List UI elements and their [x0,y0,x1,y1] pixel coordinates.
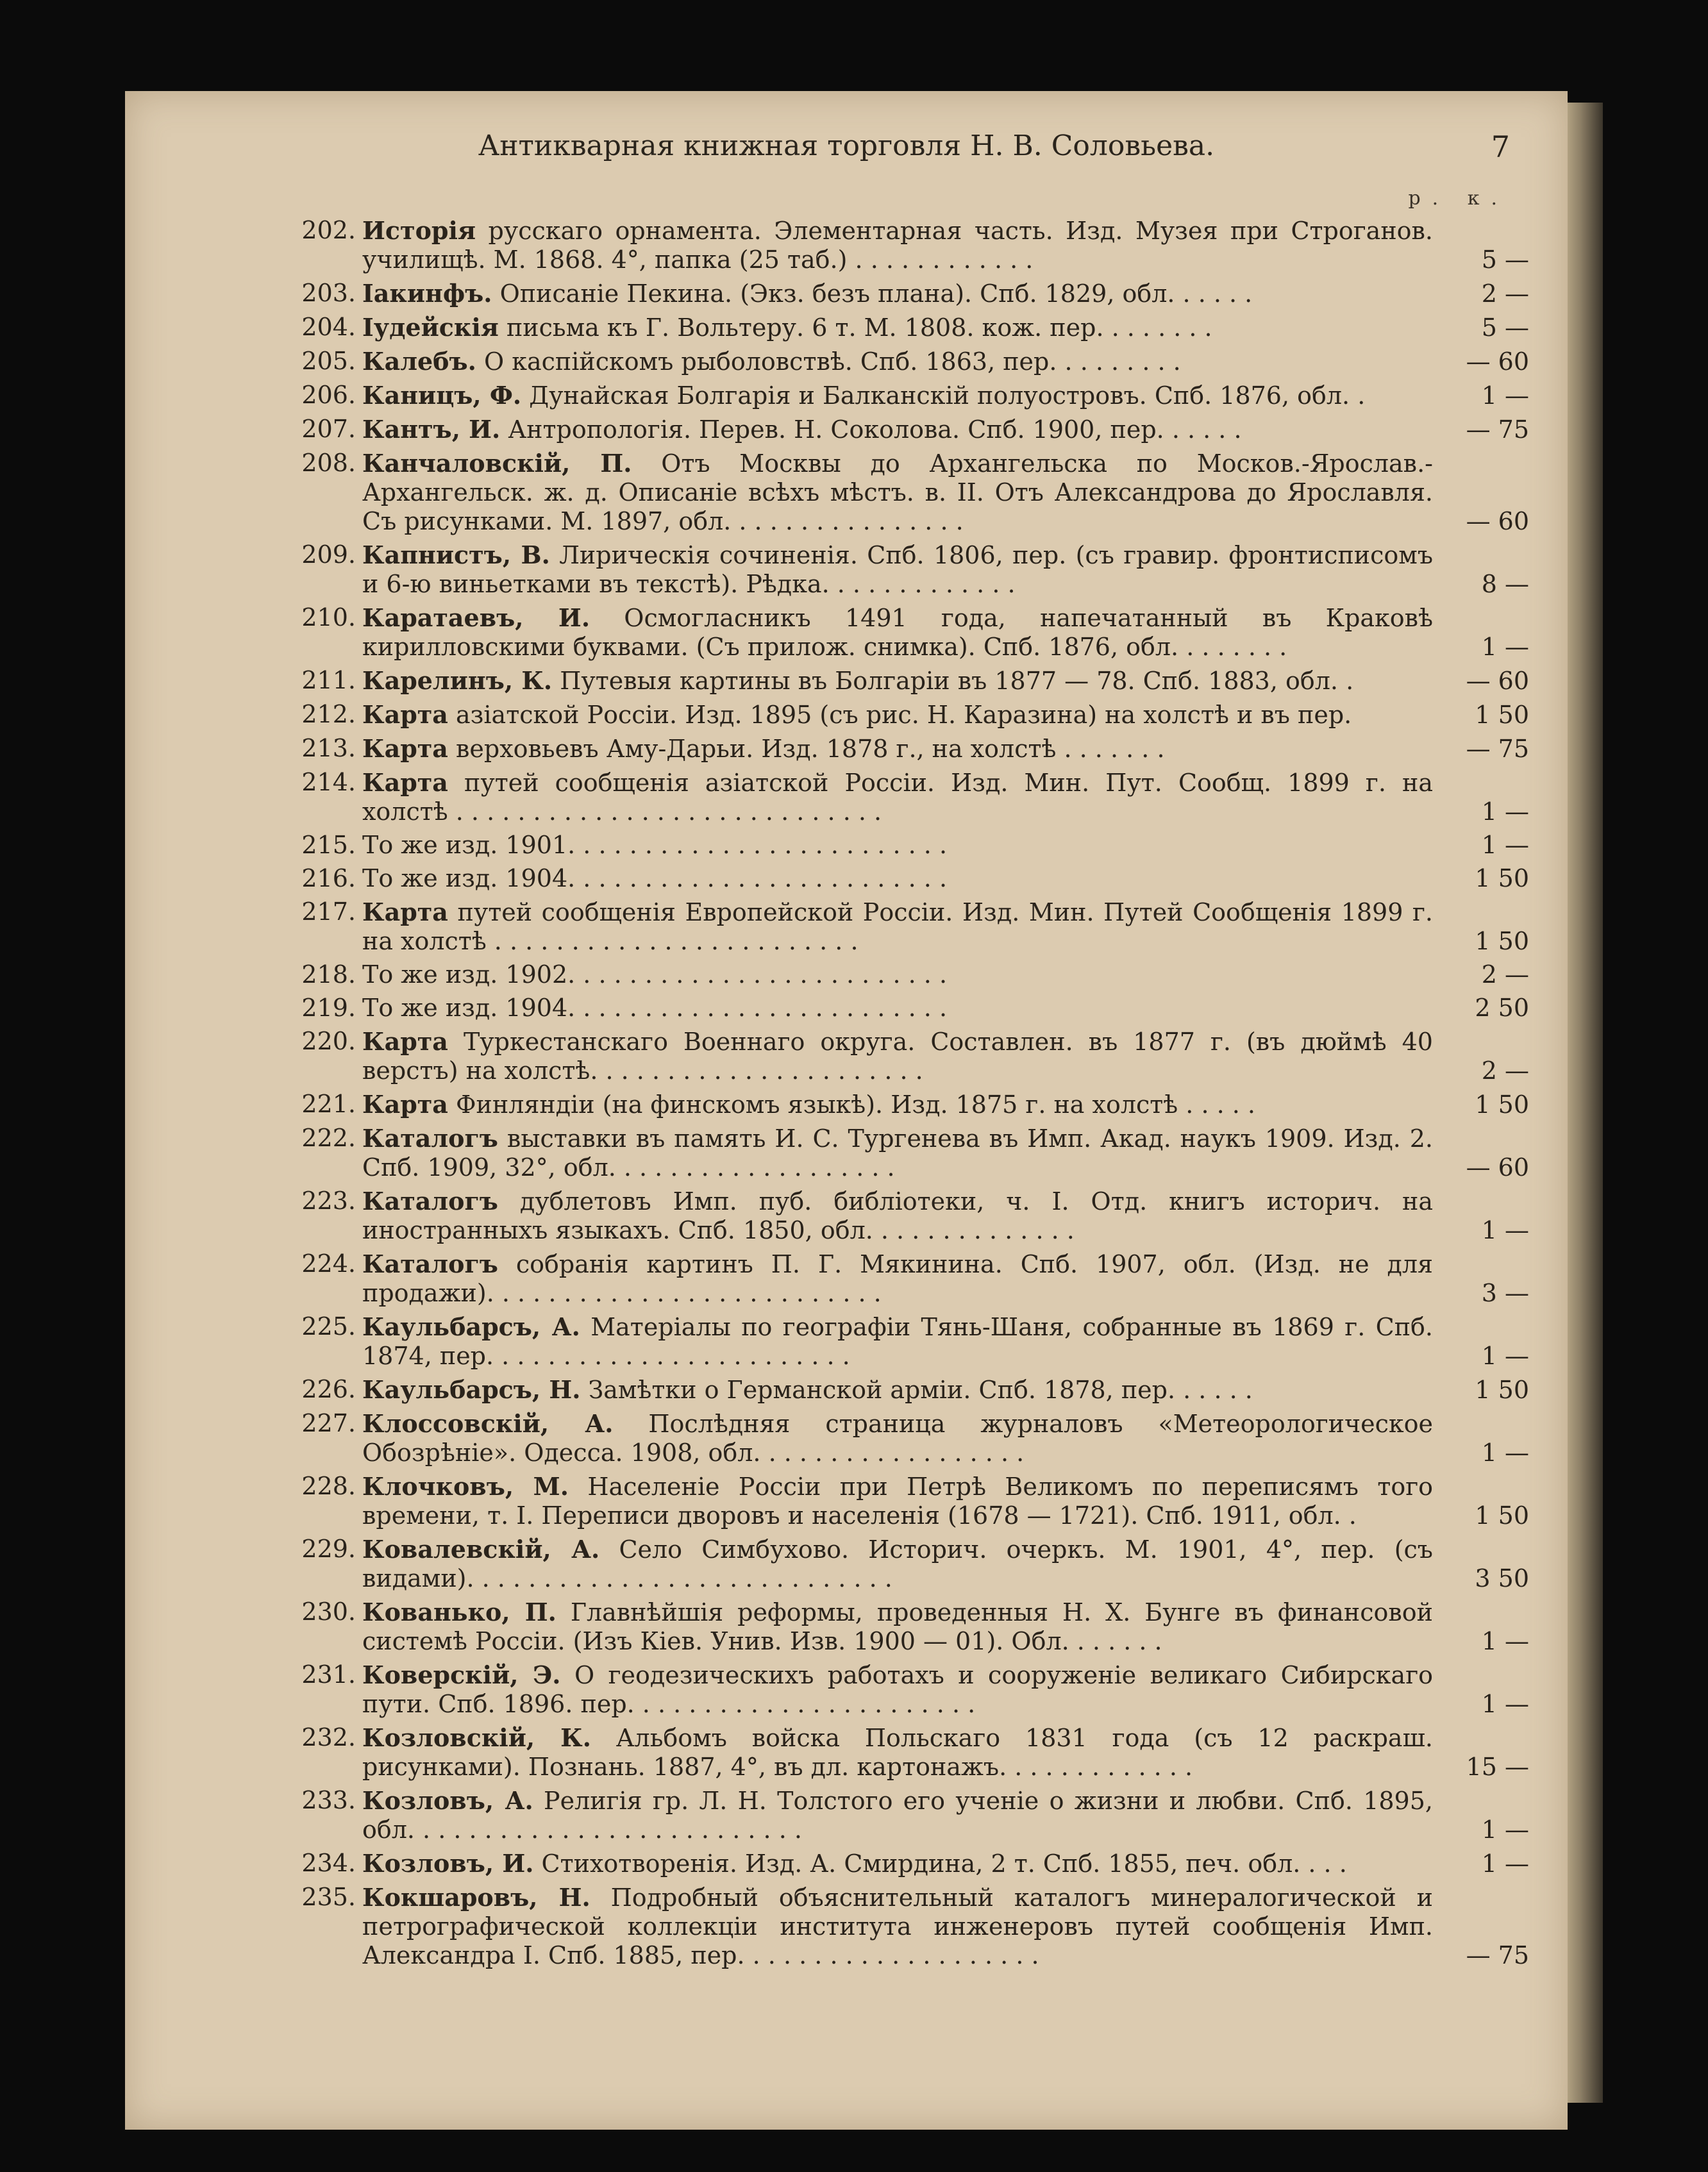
entry-description: Населеніе Россіи при Петрѣ Великомъ по переписямъ того времени, т. I. Переписи дворовъ и населенія (1678 — 1721). Спб. 1911, обл. . [362,1473,1433,1530]
entry-text [362,1660,1433,1719]
entry-number: 216. [301,864,356,892]
entry-description: О каспійскомъ рыболовствѣ. Спб. 1863, пер. . . . . . . . . [476,347,1181,376]
entry-price: — 75 [1466,415,1529,444]
entry-author: Каульбарсъ, Н. [362,1375,581,1404]
entry-price: 1 — [1481,831,1529,859]
entry-author: Кокшаровъ, Н. [362,1883,590,1912]
entry-price: 2 — [1481,280,1529,308]
entry-price: — 75 [1466,1941,1529,1969]
catalog-page [125,91,1568,2130]
entry-number: 232. [301,1723,356,1751]
catalog-entry [125,1598,1568,1656]
entry-number: 233. [301,1786,356,1814]
entry-number: 224. [301,1249,356,1278]
catalog-entry [125,1883,1568,1970]
catalog-entry [125,1375,1568,1405]
entry-author: Кантъ, И. [362,415,501,444]
running-title: Антикварная книжная торговля Н. В. Соловьева. [478,129,1215,162]
entry-price: 15 — [1466,1753,1529,1781]
entry-number: 204. [301,313,356,341]
entry-description: Главнѣйшія реформы, проведенныя Н. Х. Бунге въ финансовой системѣ Россіи. (Изъ Кіев. Унив. Изв. 1900 — 01). Обл. . . . . . . [362,1598,1434,1655]
entry-description: То же изд. 1901. . . . . . . . . . . . . . . . . . . . . . . . . [362,831,948,859]
entry-text [362,768,1433,826]
entry-text [362,1849,1433,1878]
catalog-entry [125,1786,1568,1844]
entry-number: 210. [301,603,356,631]
entry-author: Каульбарсъ, А. [362,1312,580,1341]
entry-price: 5 — [1481,313,1529,342]
entry-text [362,1723,1433,1782]
entry-number: 228. [301,1472,356,1500]
entry-author: Клоссовскій, А. [362,1409,614,1438]
entry-description: Описаніе Пекина. (Экз. безъ плана). Спб. 1829, обл. . . . . . [492,280,1253,308]
catalog-entry [125,1124,1568,1182]
entry-text [362,279,1433,308]
entry-description: Замѣтки о Германской арміи. Спб. 1878, пер. . . . . . [580,1376,1253,1404]
entry-price: 1 50 [1475,927,1529,955]
entry-number: 221. [301,1090,356,1118]
catalog-entry [125,279,1568,308]
catalog-entry [125,864,1568,893]
entry-number: 202. [301,216,356,244]
entry-author: Каратаевъ, И. [362,603,590,632]
entry-number: 208. [301,449,356,477]
entry-number: 218. [301,960,356,989]
entry-author: Карта [362,898,448,926]
catalog-entry [125,666,1568,696]
entry-description: Подробный объяснительный каталогъ минералогической и петрографической коллекціи института инженеровъ путей сообщенія Имп. Александра I. Спб. 1885, пер. . . . . . . . . . . . . . . . . . . . [362,1884,1433,1969]
entry-author: Исторія [362,216,476,245]
catalog-entry [125,1472,1568,1530]
entry-description: дублетовъ Имп. пуб. библіотеки, ч. I. Отд. книгъ историч. на иностранныхъ языкахъ. Спб. 1850, обл. . . . . . . . . . . . . . [362,1187,1433,1244]
catalog-entry [125,1849,1568,1878]
entry-text [362,734,1433,764]
entry-author: Капнистъ, В. [362,540,550,569]
entry-number: 203. [301,279,356,307]
catalog-entry [125,734,1568,764]
entry-price: — 60 [1466,1153,1529,1182]
entry-text [362,1472,1433,1530]
entry-text [362,603,1433,662]
entry-text [362,994,1433,1023]
entry-author: Карта [362,1090,448,1119]
entry-author: Коверскій, Э. [362,1660,561,1689]
catalog-entry [125,347,1568,376]
entry-price: 1 — [1481,1627,1529,1655]
entry-number: 207. [301,415,356,443]
entry-author: Карелинъ, К. [362,666,553,695]
entry-text [362,864,1433,893]
catalog-entry [125,1249,1568,1308]
entry-description: Матеріалы по географіи Тянь-Шаня, собранные въ 1869 г. Спб. 1874, пер. . . . . . . . . . . . . . . . . . . . . . . . [362,1313,1434,1370]
entry-description: путей сообщенія Европейской Россіи. Изд. Мин. Путей Сообщенія 1899 г. на холстѣ . . . . . . . . . . . . . . . . . . . . . . . . [362,898,1433,955]
entry-number: 213. [301,734,356,762]
catalog-entry [125,700,1568,730]
entry-description: Дунайская Болгарія и Балканскій полуостровъ. Спб. 1876, обл. . [521,381,1366,410]
entry-description: выставки въ память И. С. Тургенева въ Имп. Акад. наукъ 1909. Изд. 2. Спб. 1909, 32°, обл. . . . . . . . . . . . . . . . . . . [362,1124,1433,1182]
entry-text [362,831,1433,860]
entry-number: 212. [301,700,356,728]
catalog-entry [125,216,1568,274]
entry-price: 1 50 [1475,1501,1529,1530]
catalog-entry [125,960,1568,989]
entry-author: Козловъ, А. [362,1786,533,1815]
page-edge [1564,103,1603,2103]
entry-price: 2 — [1481,1057,1529,1085]
entry-number: 231. [301,1660,356,1689]
entry-price: 1 — [1481,1342,1529,1370]
catalog-entry [125,898,1568,956]
entry-text [362,1409,1433,1467]
entry-number: 205. [301,347,356,375]
catalog-entry [125,449,1568,536]
entry-number: 217. [301,898,356,926]
entry-price: 1 50 [1475,864,1529,892]
entry-author: Козловскій, К. [362,1723,591,1752]
entry-description: Осмогласникъ 1491 года, напечатанный въ Краковѣ кирилловскими буквами. (Съ прилож. снимка). Спб. 1876, обл. . . . . . . . [362,604,1433,661]
entry-description: Отъ Москвы до Архангельска по Москов.-Ярослав.-Архангельск. ж. д. Описаніе всѣхъ мѣстъ. в. II. Отъ Александрова до Ярославля. Съ рисунками. М. 1897, обл. . . . . . . . . . . . . . . . [362,449,1433,535]
entry-description: письма къ Г. Вольтеру. 6 т. М. 1808. кож. пер. . . . . . . . [498,313,1212,342]
catalog-entry [125,1660,1568,1719]
entry-number: 215. [301,831,356,859]
entry-number: 214. [301,768,356,796]
catalog-entry [125,1723,1568,1782]
entry-text [362,313,1433,342]
entry-price: 1 — [1481,381,1529,410]
entry-number: 206. [301,381,356,409]
entry-author: Канчаловскій, П. [362,449,632,478]
entry-price: 1 50 [1475,1090,1529,1119]
entry-number: 230. [301,1598,356,1626]
entry-text [362,1090,1433,1119]
entry-number: 227. [301,1409,356,1437]
catalog-entry [125,1090,1568,1119]
entry-price: — 60 [1466,667,1529,695]
entry-number: 235. [301,1883,356,1911]
entry-description: Религія гр. Л. Н. Толстого его ученіе о жизни и любви. Спб. 1895, обл. . . . . . . . . . . . . . . . . . . . . . . . . . [362,1787,1433,1844]
entry-description: собранія картинъ П. Г. Мякинина. Спб. 1907, обл. (Изд. не для продажи). . . . . . . . . . . . . . . . . . . . . . . . . . [362,1250,1433,1307]
catalog-entry [125,1027,1568,1085]
entry-text [362,1312,1433,1371]
entry-price: 3 50 [1475,1564,1529,1592]
catalog-entry [125,603,1568,662]
catalog-entry [125,415,1568,444]
entry-description: Лирическія сочиненія. Спб. 1806, пер. (съ гравир. фронтисписомъ и 6-ю виньетками въ текстѣ). Рѣдка. . . . . . . . . . . . . [362,541,1434,598]
entry-author: Каталогъ [362,1124,498,1153]
entry-price: 1 — [1481,1439,1529,1467]
entry-price: 1 — [1481,1216,1529,1244]
entry-price: — 60 [1466,347,1529,376]
entry-description: То же изд. 1902. . . . . . . . . . . . . . . . . . . . . . . . . [362,960,948,989]
entry-description: То же изд. 1904. . . . . . . . . . . . . . . . . . . . . . . . . [362,864,948,892]
entry-description: О геодезическихъ работахъ и сооруженіе великаго Сибирскаго пути. Спб. 1896. пер. . . . . . . . . . . . . . . . . . . . . . . [362,1661,1433,1718]
entry-price: 1 — [1481,633,1529,661]
entry-author: Каталогъ [362,1187,498,1215]
entry-number: 225. [301,1312,356,1341]
entry-price: 1 50 [1475,1376,1529,1404]
entry-description: То же изд. 1904. . . . . . . . . . . . . . . . . . . . . . . . . [362,994,948,1022]
entry-price: 1 50 [1475,701,1529,729]
entry-description: Стихотворенія. Изд. А. Смирдина, 2 т. Спб. 1855, печ. обл. . . . [533,1850,1347,1878]
catalog-entry [125,1409,1568,1467]
entry-price: 8 — [1481,570,1529,598]
entry-number: 220. [301,1027,356,1055]
entry-price: 2 50 [1475,994,1529,1022]
entry-text [362,1375,1433,1405]
entry-text [362,415,1433,444]
entry-number: 219. [301,994,356,1022]
entry-price: — 75 [1466,735,1529,763]
entry-author: Ковалевскій, А. [362,1535,600,1564]
entry-text [362,381,1433,410]
entry-description: азіатской Россіи. Изд. 1895 (съ рис. Н. Каразина) на холстѣ и въ пер. [448,701,1352,729]
entry-text [362,540,1433,599]
catalog-entry [125,381,1568,410]
catalog-entry [125,994,1568,1023]
entry-number: 226. [301,1375,356,1403]
entry-description: Альбомъ войска Польскаго 1831 года (съ 12 раскраш. рисунками). Познань. 1887, 4°, въ дл. картонажъ. . . . . . . . . . . . . [362,1724,1433,1781]
catalog-entries [125,216,1568,1975]
entry-number: 222. [301,1124,356,1152]
catalog-entry [125,313,1568,342]
entry-price: 1 — [1481,798,1529,826]
entry-text [362,1249,1433,1308]
entry-description: русскаго орнамента. Элементарная часть. Изд. Музея при Строганов. училищѣ. М. 1868. 4°, папка (25 таб.) . . . . . . . . . . . . [362,217,1433,274]
entry-author: Карта [362,700,448,729]
entry-text [362,449,1433,536]
entry-price: 1 — [1481,1816,1529,1844]
entry-text [362,700,1433,730]
catalog-entry [125,1312,1568,1371]
entry-text [362,1187,1433,1245]
entry-text [362,1124,1433,1182]
catalog-entry [125,768,1568,826]
entry-author: Каталогъ [362,1249,498,1278]
entry-text [362,1535,1433,1593]
entry-text [362,347,1433,376]
entry-number: 209. [301,540,356,569]
entry-price: 1 — [1481,1850,1529,1878]
entry-description: Туркестанскаго Военнаго округа. Составлен. въ 1877 г. (въ дюймѣ 40 верстъ) на холстѣ. . . . . . . . . . . . . . . . . . . . . . [362,1028,1433,1085]
entry-price: — 60 [1466,507,1529,535]
entry-price: 3 — [1481,1279,1529,1307]
entry-price: 2 — [1481,960,1529,989]
entry-number: 211. [301,666,356,694]
entry-author: Каницъ, Ф. [362,381,522,410]
entry-text [362,1786,1433,1844]
catalog-entry [125,1535,1568,1593]
catalog-entry [125,831,1568,860]
entry-description: Финляндіи (на финскомъ языкѣ). Изд. 1875 г. на холстѣ . . . . . [448,1090,1256,1119]
entry-description: Антропологія. Перев. Н. Соколова. Спб. 1900, пер. . . . . . [500,415,1242,444]
entry-description: Путевыя картины въ Болгаріи въ 1877 — 78. Спб. 1883, обл. . [552,667,1354,695]
entry-text [362,1027,1433,1085]
entry-price: 1 — [1481,1690,1529,1718]
catalog-entry [125,1187,1568,1245]
page-number: 7 [1491,129,1510,164]
entry-author: Калебъ. [362,347,476,376]
entry-author: Кованько, П. [362,1598,557,1626]
entry-description: путей сообщенія азіатской Россіи. Изд. Мин. Пут. Сообщ. 1899 г. на холстѣ . . . . . . . . . . . . . . . . . . . . . . . . . . . . [362,769,1433,826]
entry-author: Карта [362,768,448,797]
entry-author: Козловъ, И. [362,1849,534,1878]
entry-price: 5 — [1481,246,1529,274]
entry-text [362,898,1433,956]
entry-author: Клочковъ, М. [362,1472,569,1501]
entry-number: 234. [301,1849,356,1877]
entry-author: Карта [362,734,448,763]
entry-number: 223. [301,1187,356,1215]
entry-author: Іудейскія [362,313,499,342]
entry-author: Іакинфъ. [362,279,492,308]
entry-description: Послѣдняя страница журналовъ «Метеорологическое Обозрѣніе». Одесса. 1908, обл. . . . . . . . . . . . . . . . . . [362,1410,1433,1467]
catalog-entry [125,540,1568,599]
price-column-head: р. к. [1408,187,1509,210]
entry-text [362,960,1433,989]
entry-description: верховьевъ Аму-Дарьи. Изд. 1878 г., на холстѣ . . . . . . . [448,735,1165,763]
entry-number: 229. [301,1535,356,1563]
entry-text [362,666,1433,696]
entry-text [362,216,1433,274]
entry-description: Село Симбухово. Историч. очеркъ. М. 1901, 4°, пер. (съ видами). . . . . . . . . . . . . . . . . . . . . . . . . . . . [362,1535,1433,1592]
entry-author: Карта [362,1027,448,1056]
entry-text [362,1598,1433,1656]
entry-text [362,1883,1433,1970]
